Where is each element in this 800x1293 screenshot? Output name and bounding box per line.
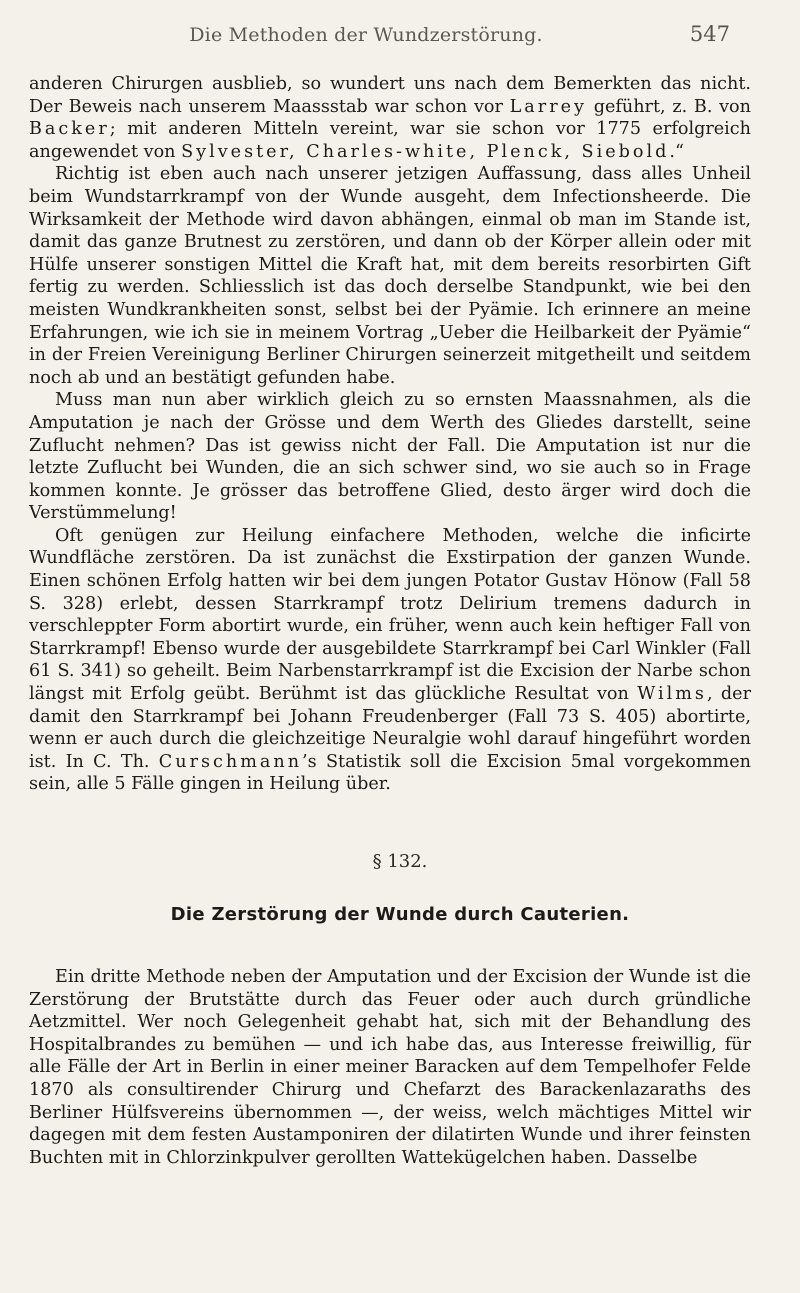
- paragraph-text: Ein dritte Methode neben der Amputation und der Excision der Wunde ist die Zerstörung der Brutstätte durch das Feuer oder auch durch gründliche Aetzmittel. Wer noch Gelegenheit gehabt hat, sich mit der Behandlung des Hospitalbrandes zu bemühen — und ich habe das, aus Interesse freiwillig, für alle Fälle der Art in Berlin in einer meiner Baracken auf dem Tempelhofer Felde 1870 als consultirender Chirurg und Chefarzt des Barackenlazaraths des Berliner Hülfsvereins übernommen —, der weiss, welch mächtiges Mittel wir dagegen mit dem festen Austamponiren der dilatirten Wunde und ihrer feinsten Buchten mit in Chlorzinkpulver gerollten Wattekügelchen haben. Dasselbe: [29, 967, 751, 1168]
- spaced-name: Curschmann: [158, 751, 303, 772]
- spaced-name: Backer: [29, 119, 110, 140]
- page-number: 547: [689, 22, 730, 46]
- body-text-section-131: [29, 73, 751, 796]
- section-number: § 132.: [372, 851, 428, 872]
- paragraph-text: , der damit den Starrkrampf bei Johann Freudenberger (Fall 73 S. 405) abortirte, wenn er auch durch die gleichzeitige Neuralgie wohl darauf hingeführt worden ist. In C. Th.: [29, 684, 751, 772]
- paragraph-text: Oft genügen zur Heilung einfachere Methoden, welche die inficirte Wundfläche zerstören. Da ist zunächst die Exstirpation der ganzen Wunde. Einen schönen Erfolg hatten wir bei dem jungen Potator Gustav Hönow (Fall 58 S. 328) erlebt, dessen Starrkrampf trotz Delirium tremens dadurch in verschleppter Form abortirt wurde, ein früher, wenn auch kein heftiger Fall von Starrkrampf! Ebenso wurde der ausgebildete Starrkrampf bei Carl Winkler (Fall 61 S. 341) so geheilt. Beim Narbenstarrkrampf ist die Excision der Narbe schon längst mit Erfolg geübt. Berühmt ist das glückliche Resultat von: [29, 525, 751, 705]
- paragraph-text: Richtig ist eben auch nach unserer jetzigen Auffassung, dass alles Unheil beim Wundstarrkrampf von der Wunde ausgeht, dem Infectionsheerde. Die Wirksamkeit der Methode wird davon abhängen, einmal ob man im Stande ist, damit das ganze Brutnest zu zerstören, und dann ob der Körper allein oder mit Hülfe unserer sonstigen Mittel die Kraft hat, mit dem bereits resorbirten Gift fertig zu werden. Schliesslich ist das doch derselbe Standpunkt, wie bei den meisten Wundkrankheiten sonst, selbst bei der Pyämie. Ich erinnere an meine Erfahrungen, wie ich sie in meinem Vortrag „Ueber die Heilbarkeit der Pyämie“ in der Freien Vereinigung Berliner Chirurgen seinerzeit mitgetheilt und seitdem noch ab und an bestätigt gefunden habe.: [29, 164, 751, 388]
- body-text-section-132: [29, 966, 751, 1169]
- paragraph: [29, 525, 751, 796]
- paragraph-text: .“: [669, 141, 684, 162]
- paragraph: [29, 73, 751, 163]
- paragraph-text: geführt, z. B. von: [586, 96, 751, 117]
- paragraph-text: Muss man nun aber wirklich gleich zu so ernsten Maassnahmen, als die Amputation je nach der Grösse und dem Werth des Gliedes darstellt, seine Zuflucht nehmen? Das ist gewiss nicht der Fall. Die Amputation ist nur die letzte Zuflucht bei Wunden, die an sich schwer sind, wo sie auch so in Frage kommen konnte. Je grösser das betroffene Glied, desto ärger wird doch die Verstümmelung!: [29, 390, 751, 524]
- paragraph: [29, 163, 751, 389]
- spaced-name: Wilms: [637, 684, 707, 705]
- section-title: Die Zerstörung der Wunde durch Cauterien.: [170, 904, 630, 925]
- paragraph: [29, 966, 751, 1169]
- spaced-name: Larrey: [509, 96, 587, 117]
- paragraph-text: ; mit anderen Mitteln vereint, war sie schon vor 1775 erfolgreich angewendet von: [29, 119, 751, 162]
- running-head: [66, 18, 766, 50]
- running-head-title: Die Methoden der Wundzerstörung.: [189, 24, 543, 46]
- paragraph-text: anderen Chirurgen ausblieb, so wundert uns nach dem Bemerkten das nicht. Der Beweis nach unserem Maassstab war schon vor: [29, 74, 751, 117]
- paragraph-text: ’s Statistik soll die Excision 5mal vorgekommen sein, alle 5 Fälle gingen in Heilung über.: [29, 751, 751, 795]
- spaced-name: Sylvester, Charles-white, Plenck, Siebold: [181, 141, 670, 162]
- paragraph: [29, 389, 751, 525]
